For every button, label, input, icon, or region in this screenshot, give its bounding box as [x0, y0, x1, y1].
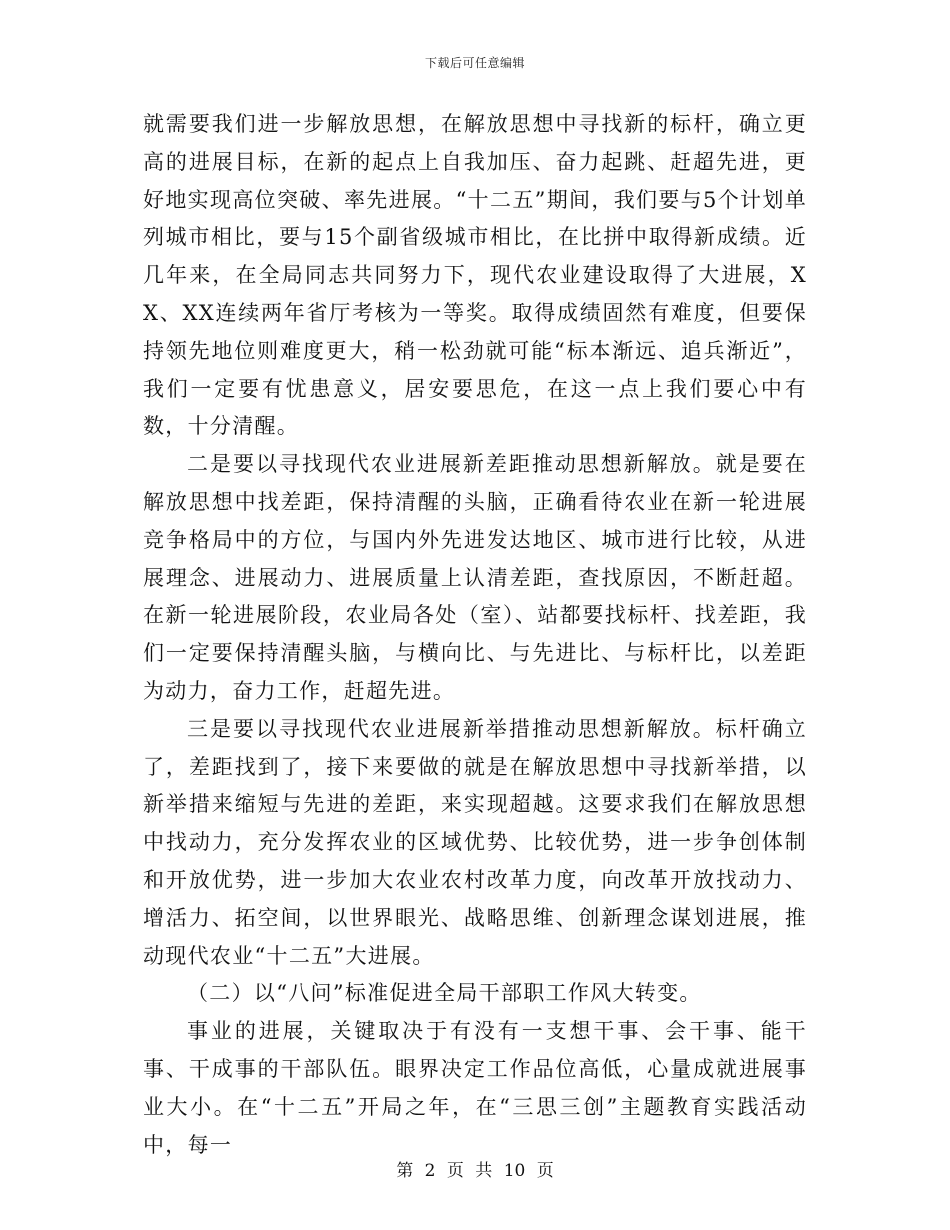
- paragraph-2: 二是要以寻找现代农业进展新差距推动思想新解放。就是要在解放思想中找差距，保持清醒的头脑，正确看待农业在新一轮进展竞争格局中的方位，与国内外先进发达地区、城市进行比较，从进展理念、进展动力、进展质量上认清差距，查找原因，不断赶超。在新一轮进展阶段，农业局各处（室）、站都要找标杆、找差距，我们一定要保持清醒头脑，与横向比、与先进比、与标杆比，以差距为动力，奋力工作，赶超先进。: [143, 452, 807, 703]
- page-header: 下载后可任意编辑: [424, 56, 525, 70]
- page-number-footer: 第 2 页 共 10 页: [396, 1161, 554, 1181]
- section-heading: （二）以“八问”标准促进全局干部职工作风大转变。: [187, 981, 702, 1006]
- paragraph-3: 三是要以寻找现代农业进展新举措推动思想新解放。标杆确立了，差距找到了，接下来要做的就是在解放思想中寻找新举措，以新举措来缩短与先进的差距，来实现超越。这要求我们在解放思想中找动力，充分发挥农业的区域优势、比较优势，进一步争创体制和开放优势，进一步加大农业农村改革力度，向改革开放找动力、增活力、拓空间，以世界眼光、战略思维、创新理念谋划进展，推动现代农业“十二五”大进展。: [143, 716, 807, 968]
- paragraph-1: 就需要我们进一步解放思想，在解放思想中寻找新的标杆，确立更高的进展目标，在新的起点上自我加压、奋力起跳、赶超先进，更好地实现高位突破、率先进展。“十二五”期间，我们要与5个计划单列城市相比，要与15个副省级城市相比，在比拼中取得新成绩。近几年来，在全局同志共同努力下，现代农业建设取得了大进展，XX、XX连续两年省厅考核为一等奖。取得成绩固然有难度，但要保持领先地位则难度更大，稍一松劲就可能“标本渐远、追兵渐近”，我们一定要有忧患意义，居安要思危，在这一点上我们要心中有数，十分清醒。: [143, 112, 807, 439]
- paragraph-4: 事业的进展，关键取决于有没有一支想干事、会干事、能干事、干成事的干部队伍。眼界决定工作品位高低，心量成就进展事业大小。在“十二五”开局之年，在“三思三创”主题教育实践活动中，每一: [143, 1019, 807, 1157]
- document-body: [143, 106, 807, 1164]
